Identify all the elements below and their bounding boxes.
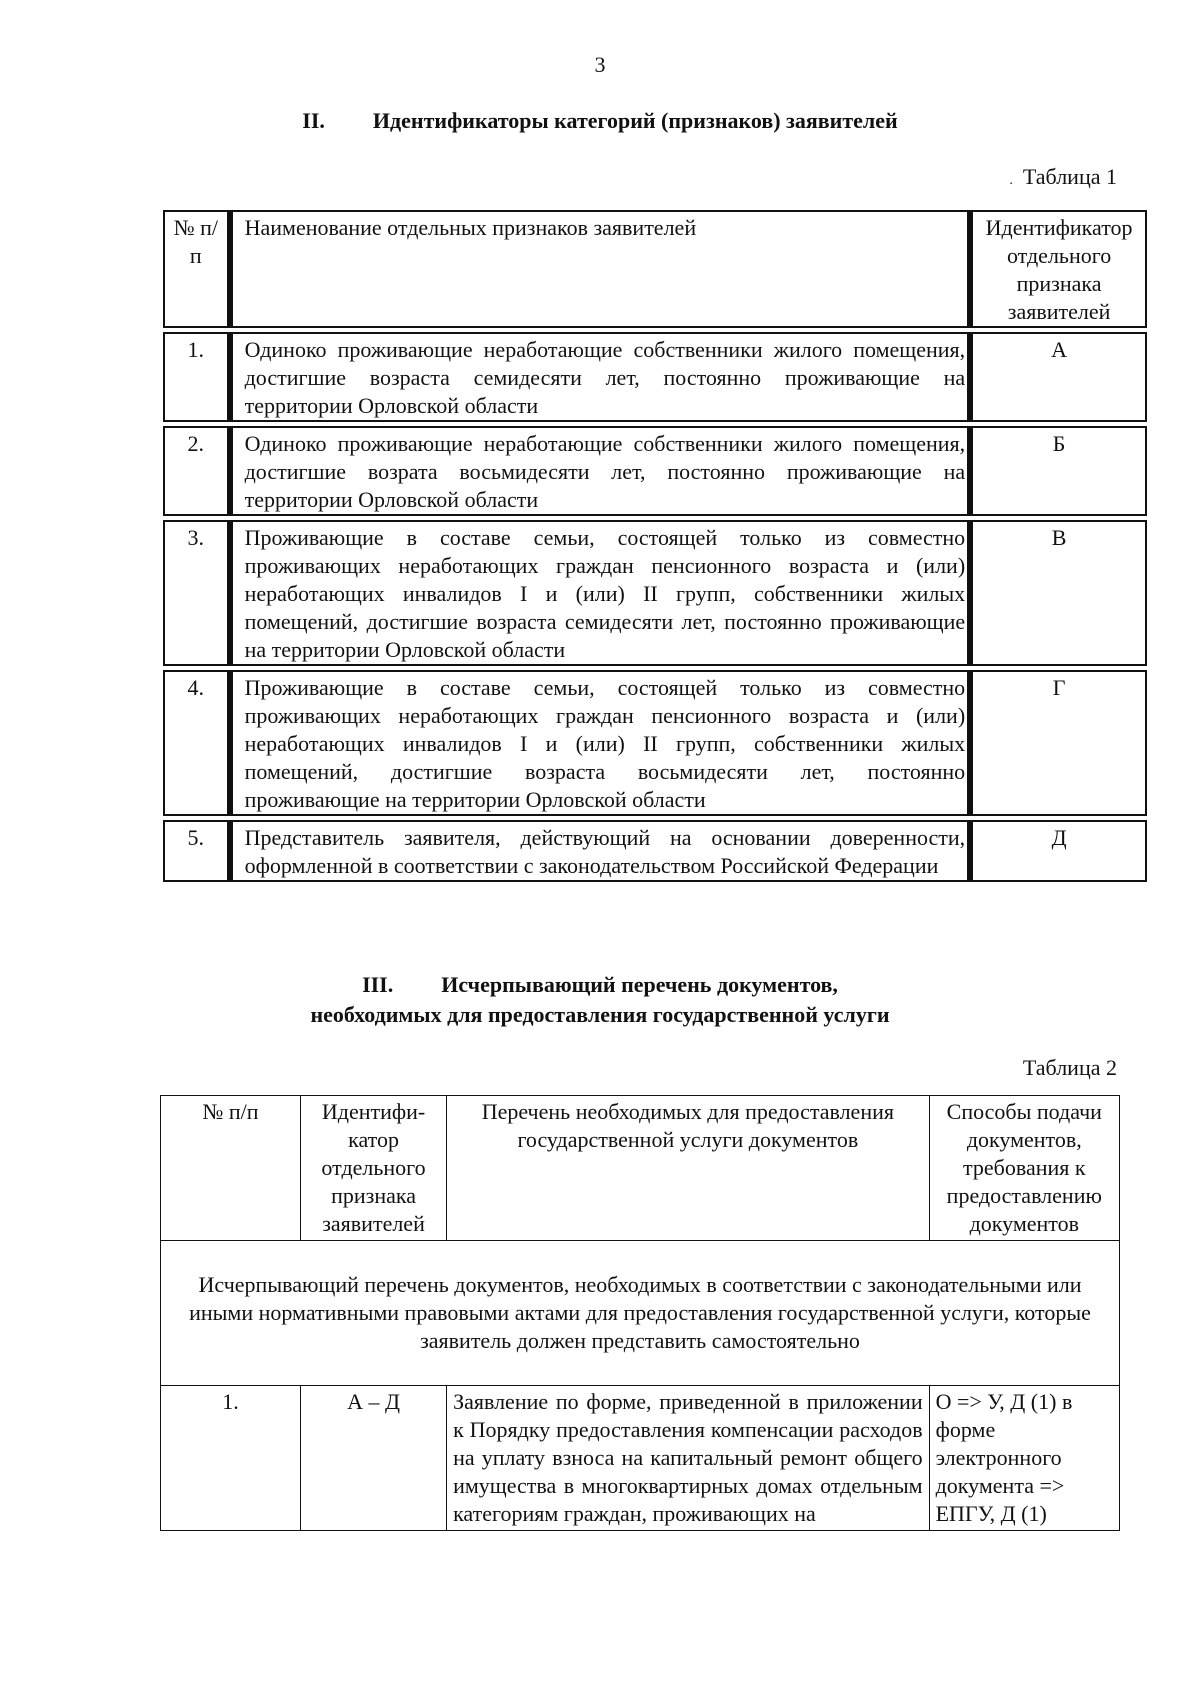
table-1-caption: . Таблица 1 bbox=[1009, 164, 1117, 189]
row-name: Проживающие в составе семьи, состоящей только из совместно проживающих неработающих граждан пенсионного возраста и (или) неработающих инвалидов I и (или) II групп, собственники жилых помещений, достигшие возраста восьмидесяти лет, постоянно проживающие на территории Орловской области bbox=[229, 670, 970, 816]
table-row bbox=[161, 1386, 1120, 1531]
table-row bbox=[163, 820, 1147, 882]
table-row bbox=[163, 670, 1147, 816]
table-1-header-row bbox=[163, 210, 1147, 328]
section-3-heading-line1: Исчерпывающий перечень документов, bbox=[441, 972, 838, 997]
row-name: Представитель заявителя, действующий на основании доверенности, оформленной в соответствии с законодательством Российской Федерации bbox=[229, 820, 970, 882]
table-2-header-methods: Способы подачи документов, требования к предоставлению документов bbox=[929, 1096, 1119, 1241]
table-2 bbox=[160, 1095, 1120, 1531]
table-1-caption-text: Таблица 1 bbox=[1022, 164, 1117, 189]
row-id: Д bbox=[969, 820, 1147, 882]
table-1-header-id bbox=[969, 210, 1147, 328]
table-2-header-row bbox=[161, 1096, 1120, 1241]
row-num: 4. bbox=[163, 670, 229, 816]
section-2-title bbox=[0, 106, 1200, 136]
table-1-header-num bbox=[163, 210, 229, 328]
row-id: А bbox=[969, 332, 1147, 422]
page-number: 3 bbox=[594, 52, 606, 77]
row-name: Одиноко проживающие неработающие собственники жилого помещения, достигшие возраста семидесяти лет, постоянно проживающие на территории Орловской области bbox=[229, 332, 970, 422]
header-id-text: Идентификатор отдельного признака заявителей bbox=[985, 215, 1133, 324]
row-name: Проживающие в составе семьи, состоящей только из совместно проживающих неработающих граждан пенсионного возраста и (или) неработающих инвалидов I и (или) II групп, собственники жилых помещений, достигшие возраста семидесяти лет, постоянно проживающие на территории Орловской области bbox=[229, 520, 970, 666]
row-num: 1. bbox=[161, 1386, 301, 1531]
row-method: О => У, Д (1) в форме электронного документа => ЕПГУ, Д (1) bbox=[929, 1386, 1119, 1531]
table-row bbox=[163, 332, 1147, 422]
table-1 bbox=[163, 206, 1147, 886]
table-2-span-row bbox=[161, 1241, 1120, 1386]
table-row bbox=[163, 520, 1147, 666]
span-row-text: Исчерпывающий перечень документов, необходимых в соответствии с законодательными или иными нормативными правовыми актами для предоставления государственной услуги, которые заявитель должен представить самостоятельно bbox=[161, 1241, 1120, 1386]
row-id: Г bbox=[969, 670, 1147, 816]
table-1-header-name bbox=[229, 210, 970, 328]
table-row bbox=[163, 426, 1147, 516]
section-3-numeral: III. bbox=[362, 972, 394, 997]
row-num: 1. bbox=[163, 332, 229, 422]
header-num-text: № п/п bbox=[173, 215, 218, 268]
section-2-numeral: II. bbox=[302, 108, 325, 133]
row-num: 5. bbox=[163, 820, 229, 882]
section-3-title bbox=[0, 970, 1200, 1030]
row-id: Б bbox=[969, 426, 1147, 516]
row-name: Одиноко проживающие неработающие собственники жилого помещения, достигшие возрата восьмидесяти лет, постоянно проживающие на территории Орловской области bbox=[229, 426, 970, 516]
section-3-heading-line2: необходимых для предоставления государственной услуги bbox=[310, 1002, 890, 1027]
row-num: 3. bbox=[163, 520, 229, 666]
table-2-header-num: № п/п bbox=[161, 1096, 301, 1241]
table-2-header-id: Идентифи-катор отдельного признака заявителей bbox=[301, 1096, 447, 1241]
table-2-caption: Таблица 2 bbox=[1022, 1055, 1117, 1080]
table-2-header-list: Перечень необходимых для предоставления государственной услуги документов bbox=[447, 1096, 930, 1241]
row-description: Заявление по форме, приведенной в приложении к Порядку предоставления компенсации расходов на уплату взноса на капитальный ремонт общего имущества в многоквартирных домах отдельным категориям граждан, проживающих на bbox=[447, 1386, 930, 1531]
row-num: 2. bbox=[163, 426, 229, 516]
section-2-heading: Идентификаторы категорий (признаков) заявителей bbox=[372, 108, 898, 133]
row-id: А – Д bbox=[301, 1386, 447, 1531]
row-id: В bbox=[969, 520, 1147, 666]
header-name-text: Наименование отдельных признаков заявителей bbox=[244, 215, 697, 240]
